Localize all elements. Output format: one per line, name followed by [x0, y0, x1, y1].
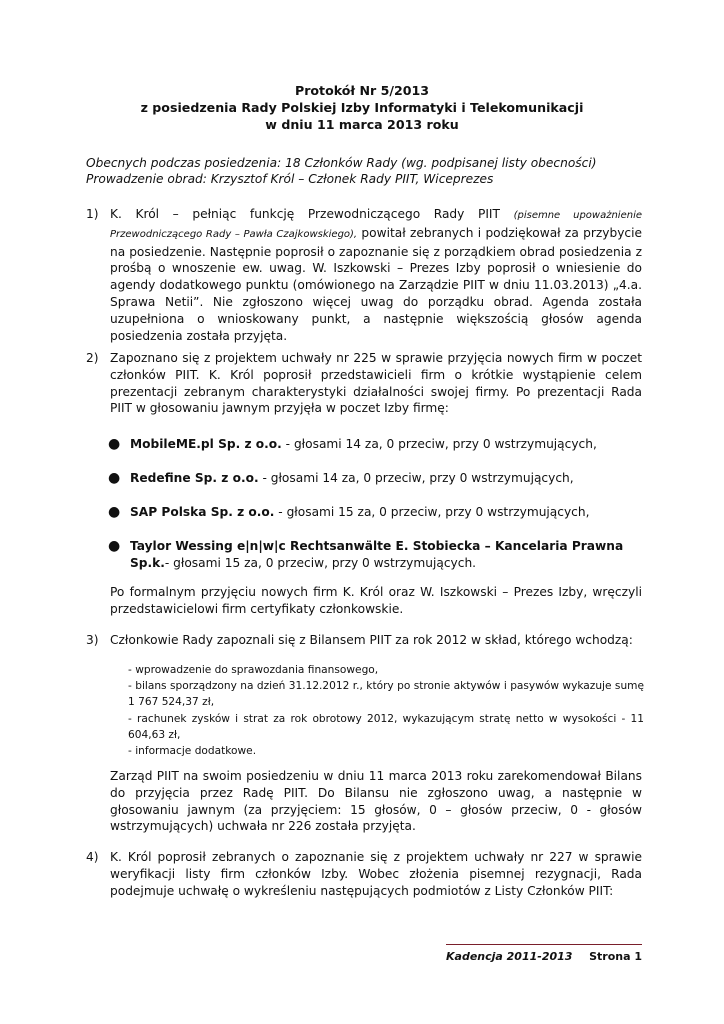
title-line-1: Protokół Nr 5/2013	[294, 83, 430, 98]
list-item: - informacje dodatkowe.	[128, 745, 257, 758]
firm-name: MobileME.pl Sp. z o.o.	[130, 437, 282, 451]
footer-page-number: Strona 1	[589, 950, 642, 963]
firm-name: SAP Polska Sp. z o.o.	[130, 505, 275, 519]
agenda-item-4	[86, 849, 642, 899]
attendance-block	[86, 155, 666, 187]
item-1-note: (pisemne upoważnienie Przewodniczącego Rady – Pawła Czajkowskiego),	[110, 210, 643, 240]
item-body: Członkowie Rady zapoznali się z Bilansem PIIT za rok 2012 w skład, którego wchodzą:	[110, 633, 633, 647]
list-item: - rachunek zysków i strat za rok obrotowy 2012, wykazującym stratę netto w wysokości - 11 604,63 zł,	[128, 712, 644, 741]
list-item: - wprowadzenie do sprawozdania finansowego,	[128, 664, 379, 676]
footer-rule	[446, 944, 642, 945]
attendance-present: Obecnych podczas posiedzenia: 18 Członków Rady (wg. podpisanej listy obecności)	[86, 156, 597, 170]
bullet-icon: ●	[108, 504, 121, 520]
title-line-2: z posiedzenia Rady Polskiej Izby Informatyki i Telekomunikacji	[140, 100, 584, 115]
item-body: Zapoznano się z projektem uchwały nr 225 w sprawie przyjęcia nowych firm w poczet członków PIIT. K. Król poprosił przedstawicieli firm o krótkie wystąpienie celem prezentacji zebranym charakterystyki działalności swojej firmy. Po prezentacji Rada PIIT w głosowaniu jawnym przyjęła w poczet Izby firmę:	[110, 351, 642, 416]
agenda-item-2	[86, 350, 642, 417]
firm-bullet-4	[108, 538, 642, 572]
balance-parts-list	[128, 662, 644, 759]
firm-votes: - głosami 15 za, 0 przeciw, przy 0 wstrzymujących,	[274, 505, 590, 519]
item-1-text-end: powitał zebranych i podziękował za przybycie na posiedzenie. Następnie poprosił o zapoznanie się z porządkiem obrad posiedzenia z prośbą o wnoszenie ew. uwag. W. Iszkowski – Prezes Izby poprosił o wniesienie do agendy dodatkowego punktu (omówionego na Zarządzie PIIT w dniu 11.03.2013) „4.a. Sprawa Netii”. Nie zgłoszono więcej uwag do porządku obrad. Agenda została uzupełniona o wnioskowany punkt, a następnie większością głosów agenda posiedzenia została przyjęta.	[110, 225, 642, 343]
page-footer	[446, 950, 642, 963]
item-number: 3)	[86, 633, 99, 647]
balance-resolution-paragraph: Zarząd PIIT na swoim posiedzeniu w dniu 11 marca 2013 roku zarekomendował Bilans do przyjęcia przez Radę PIIT. Do Bilansu nie zgłoszono uwag, a następnie w głosowaniu jawnym (za przyjęciem: 15 głosów, 0 – głosów przeciw, 0 - głosów wstrzymujących) uchwała nr 226 została przyjęta.	[110, 769, 642, 834]
agenda-item-3	[86, 632, 642, 649]
bullet-icon: ●	[108, 538, 121, 554]
certificates-paragraph: Po formalnym przyjęciu nowych firm K. Król oraz W. Iszkowski – Prezes Izby, wręczyli przedstawicielowi firm certyfikaty członkowskie.	[110, 585, 642, 616]
title-line-3: w dniu 11 marca 2013 roku	[265, 117, 459, 132]
item-number: 2)	[86, 351, 99, 365]
item-body: K. Król poprosił zebranych o zapoznanie się z projektem uchwały nr 227 w sprawie weryfikacji listy firm członków Izby. Wobec złożenia pisemnej rezygnacji, Rada podejmuje uchwałę o wykreśleniu następujących podmiotów z Listy Członków PIIT:	[110, 850, 642, 898]
agenda-item-1	[86, 206, 642, 344]
item-1-text-start: K. Król – pełniąc funkcję Przewodniczącego Rady PIIT	[110, 207, 514, 221]
item-number: 1)	[86, 207, 99, 221]
bullet-icon: ●	[108, 470, 121, 486]
firm-votes: - głosami 15 za, 0 przeciw, przy 0 wstrzymujących.	[164, 555, 477, 570]
bullet-icon: ●	[108, 436, 121, 452]
firm-name: Taylor Wessing e|n|w|c Rechtsanwälte E. Stobiecka – Kancelaria Prawna Sp.k.	[130, 539, 624, 570]
attendance-chair: Prowadzenie obrad: Krzysztof Król – Członek Rady PIIT, Wiceprezes	[86, 172, 494, 186]
item-number: 4)	[86, 850, 99, 864]
firm-bullet-3	[108, 504, 642, 521]
firm-name: Redefine Sp. z o.o.	[130, 471, 259, 485]
item-body	[110, 206, 642, 344]
firm-votes: - głosami 14 za, 0 przeciw, przy 0 wstrzymujących,	[258, 471, 574, 485]
footer-term: Kadencja 2011-2013	[446, 950, 573, 963]
firm-bullet-2	[108, 470, 642, 487]
firm-bullet-1	[108, 436, 642, 453]
document-title	[60, 82, 664, 133]
list-item: - bilans sporządzony na dzień 31.12.2012 r., który po stronie aktywów i pasywów wykazuje sumę 1 767 524,37 zł,	[128, 680, 644, 709]
firm-votes: - głosami 14 za, 0 przeciw, przy 0 wstrzymujących,	[281, 437, 597, 451]
